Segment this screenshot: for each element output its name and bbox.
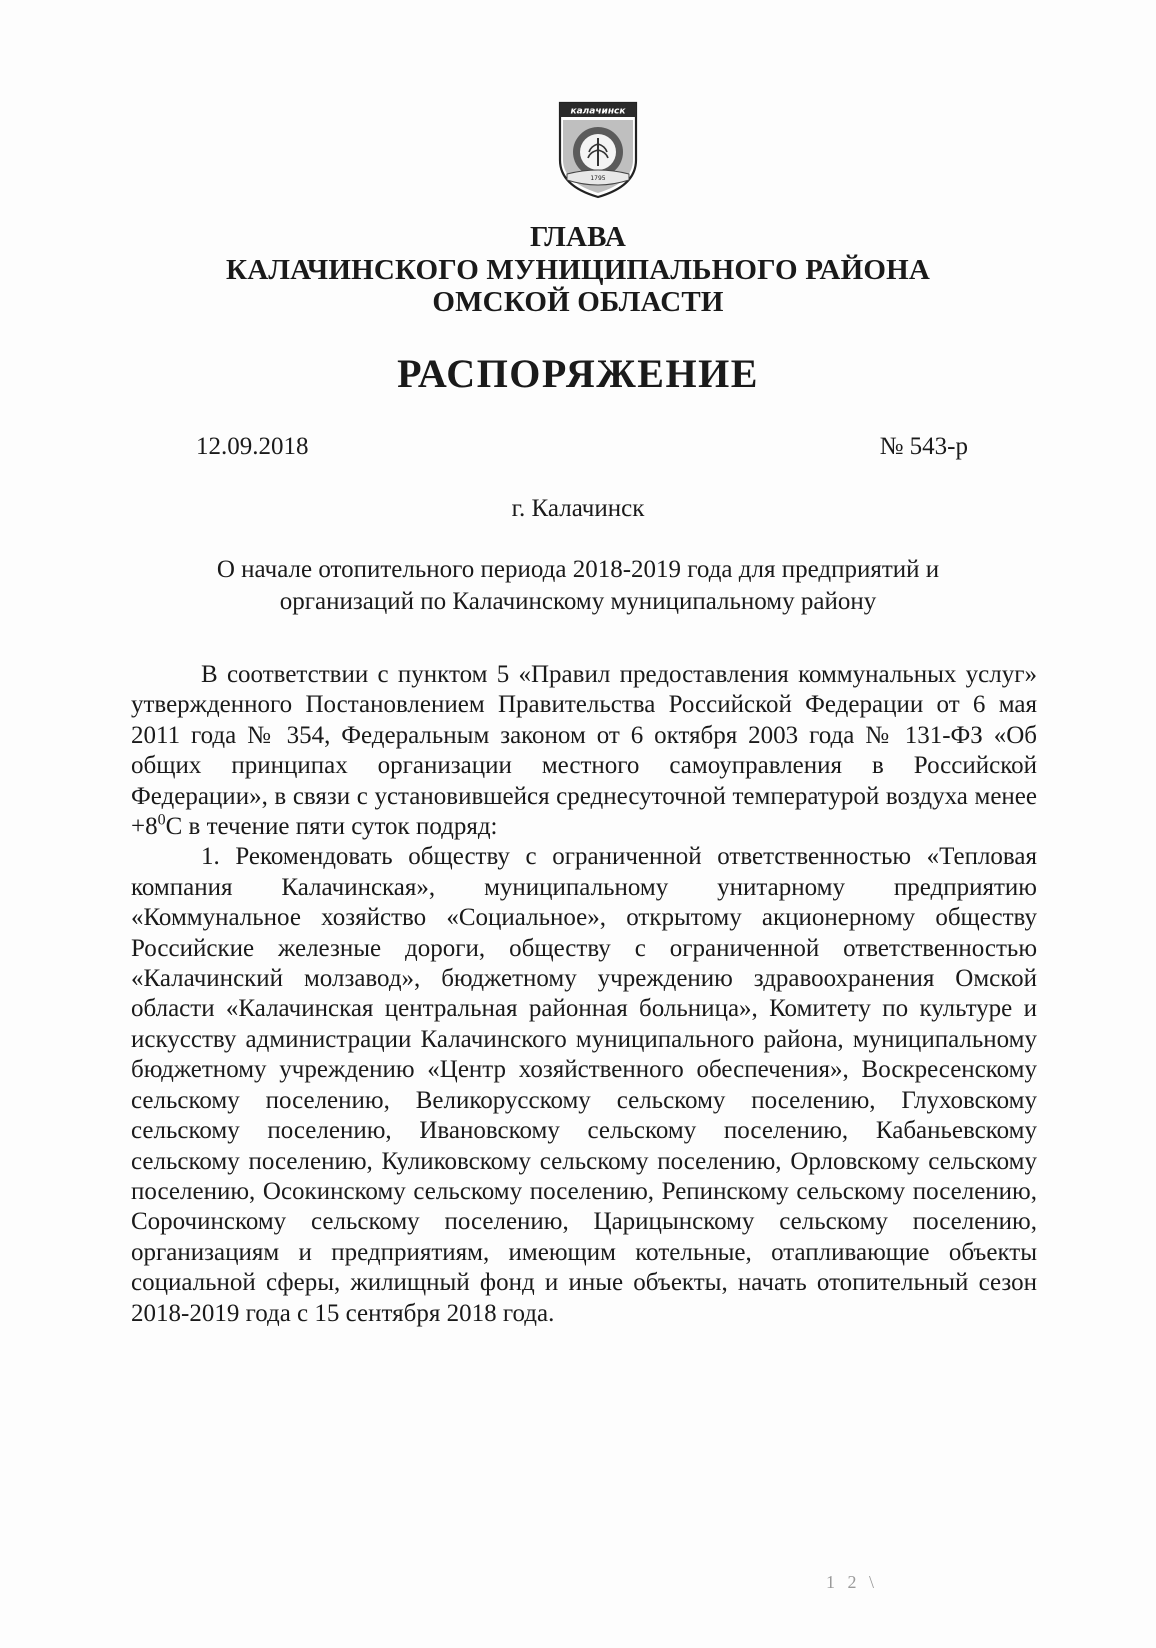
preamble-text: В соответствии с пунктом 5 «Правил предоставления коммунальных услуг» утвержденного Постановлением Правительства Российской Федерации от 6 мая 2011 года № 354, Федеральным законом от 6 октября 2003 года № 131-ФЗ «Об общих принципах организации местного самоуправления в Российской Федерации», в связи с установившейся среднесуточной температурой воздуха менее +8 xyxy=(131,661,1037,841)
document-number: № 543-р xyxy=(879,433,968,460)
scan-mark: 1 2 \ xyxy=(826,1572,879,1592)
subject-line-2: организаций по Калачинскому муниципальному району xyxy=(279,588,877,615)
subject-line-1: О начале отопительного периода 2018-2019 года для предприятий и xyxy=(216,556,940,583)
preamble-paragraph xyxy=(131,660,1037,842)
document-type-title: РАСПОРЯЖЕНИЕ xyxy=(397,351,759,396)
document-date: 12.09.2018 xyxy=(196,433,309,460)
document-body xyxy=(131,660,1037,1329)
heading-line-2: КАЛАЧИНСКОГО МУНИЦИПАЛЬНОГО РАЙОНА xyxy=(225,254,931,286)
document-subject xyxy=(0,554,1156,618)
document-city: г. Калачинск xyxy=(511,495,645,522)
heading-line-3: ОМСКОЙ ОБЛАСТИ xyxy=(432,286,724,318)
emblem-year: 1795 xyxy=(590,175,606,182)
heading-line-1: ГЛАВА xyxy=(529,221,627,253)
coat-of-arms-emblem xyxy=(557,100,639,200)
degree-superscript: 0 xyxy=(157,811,166,829)
emblem-label: калачинск xyxy=(570,106,626,117)
item-1-paragraph: 1. Рекомендовать обществу с ограниченной ответственностью «Тепловая компания Калачинская», муниципальному унитарному предприятию «Коммунальное хозяйство «Социальное», открытому акционерному обществу Российские железные дороги, обществу с ограниченной ответственностью «Калачинский молзавод», бюджетному учреждению здравоохранения Омской области «Калачинская центральная районная больница», Комитету по культуре и искусству администрации Калачинского муниципального района, муниципальному бюджетному учреждению «Центр хозяйственного обеспечения», Воскресенскому сельскому поселению, Великорусскому сельскому поселению, Глуховскому сельскому поселению, Ивановскому сельскому поселению, Кабаньевскому сельскому поселению, Куликовскому сельскому поселению, Орловскому сельскому поселению, Осокинскому сельскому поселению, Репинскому сельскому поселению, Сорочинскому сельскому поселению, Царицынскому сельскому поселению, организациям и предприятиям, имеющим котельные, отапливающие объекты социальной сферы, жилищный фонд и иные объекты, начать отопительный сезон 2018-2019 года с 15 сентября 2018 года. xyxy=(131,843,1037,1327)
preamble-text-end: С в течение пяти суток подряд: xyxy=(165,813,498,841)
